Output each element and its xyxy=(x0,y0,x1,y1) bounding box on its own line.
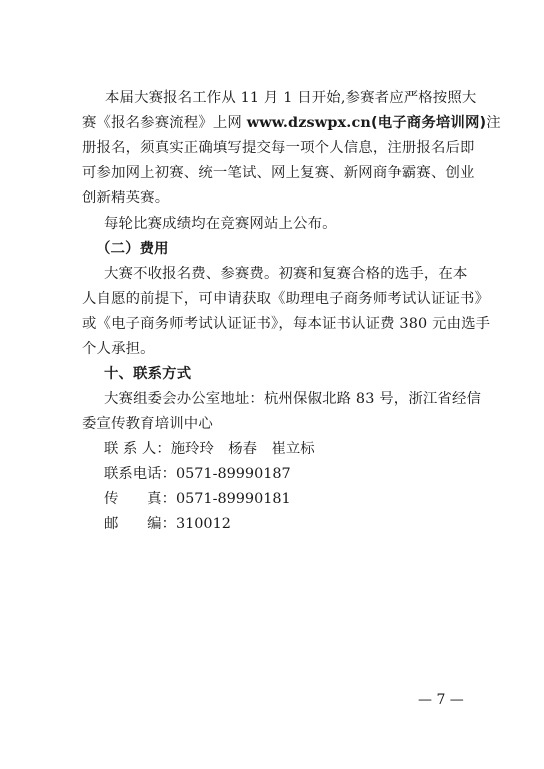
section-heading-fees xyxy=(96,239,481,259)
contact-person-label: 联 系 人： xyxy=(104,441,171,457)
para1-line5 xyxy=(82,188,467,208)
para1-line2 xyxy=(82,113,501,133)
section-heading-fees-text: （二）费用 xyxy=(96,241,169,257)
para1-line4 xyxy=(82,163,475,183)
para1-line4-text: 可参加网上初赛、统一笔试、网上复赛、新网商争霸赛、创业 xyxy=(82,165,475,181)
para1-line5-text: 创新精英赛。 xyxy=(82,190,170,206)
address-line2-text: 委宣传教育培训中心 xyxy=(82,416,213,432)
para3-line4-text: 个人承担。 xyxy=(82,341,155,357)
para1-line1 xyxy=(105,88,477,108)
address-line2 xyxy=(82,414,467,434)
page-number: — 7 — xyxy=(418,692,464,708)
section-heading-contact xyxy=(104,364,489,384)
contact-phone-label: 联系电话： xyxy=(104,466,176,482)
para3-line2-text: 人自愿的前提下，可申请获取《助理电子商务师考试认证证书》 xyxy=(82,291,490,307)
section-heading-contact-text: 十、联系方式 xyxy=(104,366,192,382)
website-url: www.dzswpx.cn xyxy=(246,114,371,131)
contact-postcode-row xyxy=(104,514,231,534)
address-line1 xyxy=(104,389,489,409)
contact-postcode-value: 310012 xyxy=(175,516,231,532)
contact-fax-value: 0571-89990181 xyxy=(175,491,291,507)
para2-line1 xyxy=(104,214,489,234)
para3-line4 xyxy=(82,339,467,359)
para3-line3 xyxy=(82,314,491,334)
website-name: (电子商务培训网) xyxy=(370,115,487,131)
para1-line2-suffix: 注 xyxy=(486,115,501,131)
para3-line2 xyxy=(82,289,490,309)
para1-line1-text: 本届大赛报名工作从 11 月 1 日开始,参赛者应严格按照大 xyxy=(105,90,477,106)
contact-phone-row xyxy=(104,464,291,484)
address-line1-text: 大赛组委会办公室地址：杭州保俶北路 83 号，浙江省经信 xyxy=(104,391,482,407)
para1-line3-text: 册报名，须真实正确填写提交每一项个人信息，注册报名后即 xyxy=(82,140,475,156)
para3-line1-text: 大赛不收报名费、参赛费。初赛和复赛合格的选手，在本 xyxy=(104,266,468,282)
para3-line1 xyxy=(104,264,489,284)
contact-postcode-label: 邮 编： xyxy=(104,516,176,532)
para1-line2-prefix: 赛《报名参赛流程》上网 xyxy=(82,115,247,131)
para3-line3-text: 或《电子商务师考试认证证书》，每本证书认证费 380 元由选手 xyxy=(82,316,491,332)
contact-fax-row xyxy=(104,489,291,509)
para2-text: 每轮比赛成绩均在竞赛网站上公布。 xyxy=(104,216,337,232)
contact-person-value: 施玲玲 杨春 崔立标 xyxy=(170,441,315,457)
contact-person-row xyxy=(104,439,315,459)
contact-phone-value: 0571-89990187 xyxy=(175,466,291,482)
para1-line3 xyxy=(82,138,475,158)
contact-fax-label: 传 真： xyxy=(104,491,176,507)
